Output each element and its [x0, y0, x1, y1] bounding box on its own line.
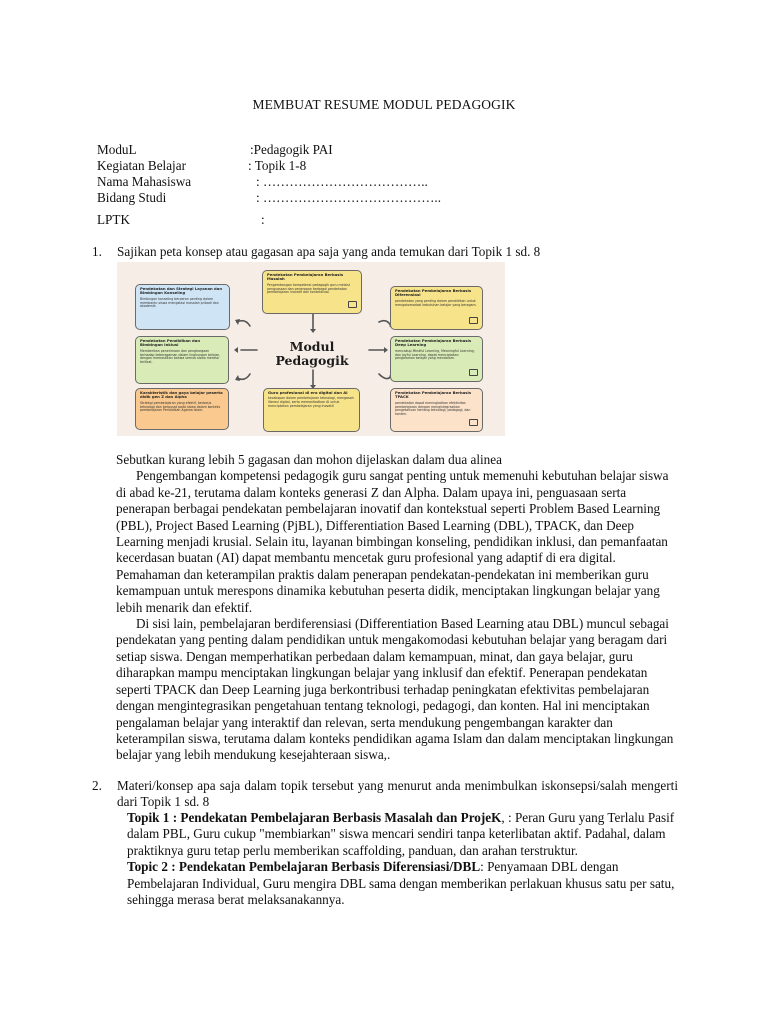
concept-card-title: Pendekatan Pendidikan dan Bimbingan Inklusi	[140, 338, 201, 348]
topic-item	[127, 859, 677, 908]
book-icon	[469, 419, 478, 426]
book-icon	[348, 301, 357, 308]
meta-label-nama: Nama Mahasiswa	[97, 174, 192, 189]
concept-card-body: pendekatan dapat meningkatkan efektivitas pembelajaran dengan mengintegrasikan pengetahuan tentang teknologi, pedagogi, dan konten.	[395, 400, 471, 417]
page-title: MEMBUAT RESUME MODUL PEDAGOGIK	[252, 97, 516, 112]
meta-value-nama: : ………………………………..	[256, 174, 428, 189]
summary-paragraph-2: Di sisi lain, pembelajaran berdiferensiasi (Differentiation Based Learning atau DBL) muncul sebagai pendekatan yang penting dalam pendidikan untuk mengakomodasi kebutuhan belajar yang beragam dari setiap siswa. Dengan memperhatikan perbedaan dalam kemampuan, minat, dan gaya belajar, guru diharapkan mampu menciptakan lingkungan belajar yang inklusif dan efektif. Penerapan pendekatan seperti TPACK dan Deep Learning juga berkontribusi terhadap peningkatan efektivitas pembelajaran dengan mengintegrasikan pengetahuan tentang teknologi, pedagogi, dan konten. Hal ini menciptakan pengalaman belajar yang interaktif dan relevan, serta mendukung pengembangan karakter dan keterampilan siswa, terutama dalam konteks pendidikan agama Islam dan dalam menciptakan lingkungan belajar yang lebih mendukung kesejahteraan siswa,.	[116, 616, 674, 763]
concept-card-gen-z	[135, 388, 229, 430]
question-1-number: 1.	[92, 244, 102, 259]
meta-label-lptk: LPTK	[97, 212, 130, 227]
concept-card-bk	[135, 284, 230, 330]
concept-card-inklusi	[135, 336, 229, 384]
meta-value-kegiatan: : Topik 1-8	[248, 158, 307, 173]
concept-map-image	[117, 262, 505, 436]
summary-section	[116, 452, 682, 764]
summary-intro: Sebutkan kurang lebih 5 gagasan dan mohon dijelaskan dalam dua alinea	[116, 452, 502, 467]
meta-value-bidang: : …………………………………..	[256, 190, 441, 205]
concept-card-body: kecakapan dalam pembelajaran teknologi, mengasah literasi digital, serta memanfaatkan AI untuk menciptakan pembelajaran yang inovatif.	[268, 396, 354, 408]
concept-card-title: Pendekatan Pembelajaran Berbasis TPACK	[395, 390, 472, 400]
topics-list	[127, 810, 677, 908]
book-icon	[469, 369, 478, 376]
topic-item	[127, 810, 677, 859]
concept-map-center-title: Modul Pedagogik	[275, 339, 349, 368]
concept-card-body: Strategi pembelajaran yang efektif, berbasis teknologi dan berpusat pada siswa dalam konteks pembelajaran Pendidikan Agama Islam.	[140, 400, 221, 413]
question-1-text: Sajikan peta konsep atau gagasan apa saja yang anda temukan dari Topik 1 sd. 8	[117, 244, 541, 259]
question-2-number: 2.	[92, 778, 102, 793]
concept-card-title: Karakteristik dan gaya belajar peserta didik gen Z dan Alpha	[140, 390, 223, 400]
meta-label-modul: ModuL	[97, 142, 137, 157]
concept-card-body: pendekatan yang penting dalam pendidikan untuk mengakomodasi kebutuhan belajar yang beragam.	[395, 298, 477, 307]
concept-card-title: Pendekatan dan Strategi Layanan dan Bimbingan Konseling	[140, 286, 223, 296]
concept-card-title: Pendekatan Pembelajaran Berbasis Masalah	[267, 272, 344, 282]
concept-card-body: Pengembangan kompetensi pedagogik guru melalui penguasaan dan penerapan berbagai pendekatan pembelajaran inovatif dan kontekstual.	[267, 282, 351, 295]
concept-card-title: Pendekatan Pembelajaran Berbasis Deep Learning	[395, 338, 472, 348]
concept-card-dbl	[390, 286, 483, 330]
question-1	[92, 244, 678, 260]
topic-text: , : Peran Guru yang Terlalu Pasif dalam PBL, Guru cukup "membiarkan" siswa mencari sendiri tanpa keterlibatan aktif. Padahal, dalam praktiknya guru tetap perlu memberikan scaffolding, panduan, dan arahan terstruktur.	[127, 810, 675, 858]
question-2	[92, 778, 678, 811]
concept-card-pbl	[262, 270, 362, 314]
concept-card-title: Pendekatan Pembelajaran Berbasis Diferensiasi	[395, 288, 472, 298]
concept-card-body: Memberikan penerimaan dan penghargaan terhadap keberagaman dalam lingkungan belajar, dengan memastikan bahwa semua siswa merasa terlibat.	[140, 348, 220, 365]
question-2-text: Materi/konsep apa saja dalam topik tersebut yang menurut anda menimbulkan iskonsepsi/salah mengerti dari Topik 1 sd. 8	[117, 778, 678, 810]
concept-card-body: Bimbingan konseling berperan penting dalam membantu siswa mengatasi masalah pribadi dan akademik.	[140, 296, 219, 309]
meta-label-kegiatan: Kegiatan Belajar	[97, 158, 186, 173]
topic-text: : Penyamaan DBL dengan Pembelajaran Individual, Guru mengira DBL sama dengan memberikan perlakuan khusus satu per satu, sehingga merasa berat melaksanakannya.	[127, 859, 675, 908]
meta-label-bidang: Bidang Studi	[97, 190, 167, 205]
topic-label: Topik 1 : Pendekatan Pembelajaran Berbasis Masalah dan ProjeK	[127, 810, 502, 825]
meta-value-modul: :Pedagogik PAI	[250, 142, 333, 157]
summary-paragraph-1: Pengembangan kompetensi pedagogik guru sangat penting untuk memenuhi kebutuhan belajar siswa di abad ke-21, terutama dalam konteks generasi Z dan Alpha. Dalam upaya ini, penguasaan serta penerapan berbagai pendekatan pembelajaran inovatif dan kontekstual seperti Problem Based Learning (PBL), Project Based Learning (PjBL), Differentiation Based Learning (DBL), TPACK, dan Deep Learning menjadi krusial. Selain itu, layanan bimbingan konseling, pendidikan inklusi, dan pemanfaatan kecerdasan buatan (AI) dapat membantu mencetak guru profesional yang adaptif di era digital. Pemahaman dan keterampilan praktis dalam penerapan pendekatan-pendekatan ini memberikan guru kemampuan untuk merespons dinamika kebutuhan peserta didik, menciptakan lingkungan belajar yang lebih menarik dan efektif.	[116, 468, 669, 615]
concept-card-deep-learning	[390, 336, 483, 382]
meta-value-lptk: :	[261, 212, 265, 227]
book-icon	[469, 317, 478, 324]
topic-label: Topic 2 : Pendekatan Pembelajaran Berbasis Diferensiasi/DBL	[127, 859, 481, 875]
concept-card-title: Guru profesional di era digital dan AI	[268, 390, 348, 395]
concept-card-body: mencakup Mindful Learning, Meaningful Learning, dan Joyful Learning, dapat menciptakan pengalaman belajar yang mendalam.	[395, 348, 475, 361]
concept-card-guru-digital	[263, 388, 360, 432]
concept-card-tpack	[390, 388, 483, 432]
